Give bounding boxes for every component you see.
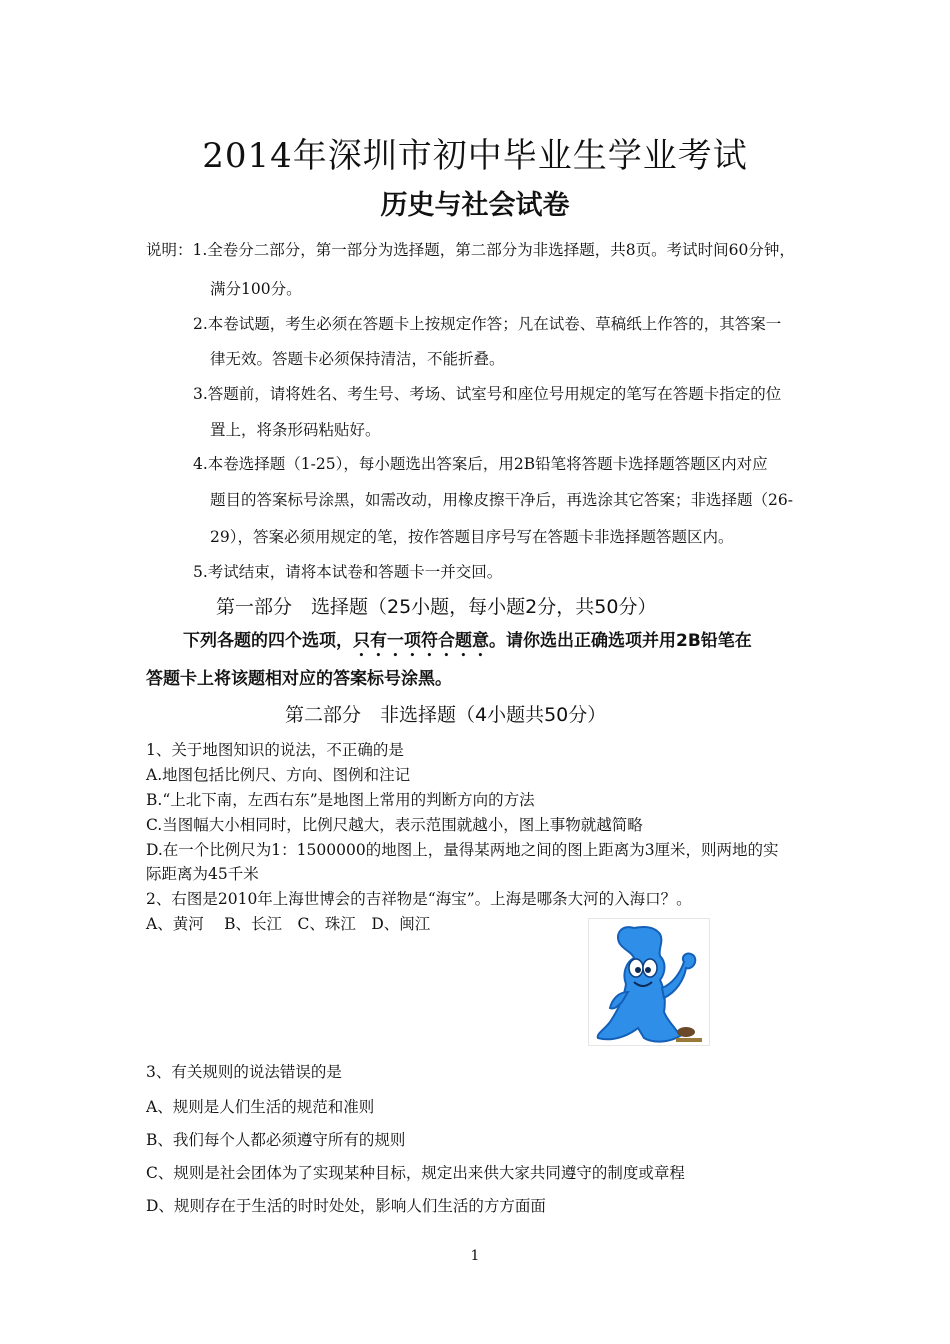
page-subtitle: 历史与社会试卷 [380, 190, 570, 221]
note-1-line-2: 满分100分。 [210, 280, 302, 298]
note-3-line-2: 置上，将条形码粘贴好。 [210, 421, 381, 439]
note-2-line-2: 律无效。答题卡必须保持清洁，不能折叠。 [210, 350, 505, 368]
instruction-text-b: 。请你选出正确选项并用2B铅笔在 [489, 631, 752, 651]
part-one-heading: 第一部分 选择题（25小题，每小题2分，共50分） [216, 596, 657, 618]
question-2-stem: 2、右图是2010年上海世博会的吉祥物是“海宝”。上海是哪条大河的入海口？。 [146, 890, 692, 908]
note-1-line-1: 说明：1.全卷分二部分，第一部分为选择题，第二部分为非选择题，共8页。考试时间60分钟， [146, 241, 795, 259]
question-3-option-d: D、规则存在于生活的时时处处，影响人们生活的方方面面 [146, 1197, 546, 1215]
note-4-line-2: 题目的答案标号涂黑，如需改动，用橡皮擦干净后，再选涂其它答案；非选择题（26- [210, 491, 793, 509]
part-two-heading: 第二部分 非选择题（4小题共50分） [285, 704, 607, 726]
haibao-mascot-icon [588, 918, 710, 1046]
question-1-option-a: A.地图包括比例尺、方向、图例和注记 [146, 766, 411, 784]
part-one-instruction-line-2: 答题卡上将该题相对应的答案标号涂黑。 [146, 669, 452, 689]
question-2-options: A、黄河 B、长江 C、珠江 D、闽江 [146, 915, 431, 933]
question-3-option-a: A、规则是人们生活的规范和准则 [146, 1098, 375, 1116]
question-3-option-c: C、规则是社会团体为了实现某种目标，规定出来供大家共同遵守的制度或章程 [146, 1164, 685, 1182]
note-2-line-1: 2.本卷试题，考生必须在答题卡上按规定作答；凡在试卷、草稿纸上作答的，其答案一 [193, 315, 782, 333]
note-3-line-1: 3.答题前，请将姓名、考生号、考场、试室号和座位号用规定的笔写在答题卡指定的位 [193, 385, 782, 403]
question-1-option-d-line-2: 际距离为45千米 [146, 865, 259, 883]
question-1-option-c: C.当图幅大小相同时，比例尺越大，表示范围就越小，图上事物就越简略 [146, 816, 643, 834]
page-title: 2014年深圳市初中毕业生学业考试 [202, 136, 748, 176]
question-1-option-d-line-1: D.在一个比例尺为1：1500000的地图上，量得某两地之间的图上距离为3厘米，则两地的实 [146, 841, 779, 859]
part-one-instruction-line-1 [183, 626, 752, 661]
note-4-line-1: 4.本卷选择题（1-25），每小题选出答案后，用2B铅笔将答题卡选择题答题区内对应 [193, 455, 768, 473]
question-1-option-b: B.“上北下南，左西右东”是地图上常用的判断方向的方法 [146, 791, 535, 809]
instruction-text-a: 下列各题的四个选项， [183, 631, 353, 651]
question-3-option-b: B、我们每个人都必须遵守所有的规则 [146, 1131, 406, 1149]
question-3-stem: 3、有关规则的说法错误的是 [146, 1063, 342, 1081]
question-1-stem: 1、关于地图知识的说法，不正确的是 [146, 741, 404, 759]
page-number: 1 [470, 1248, 480, 1264]
note-4-line-3: 29），答案必须用规定的笔，按作答题目序号写在答题卡非选择题答题区内。 [210, 528, 734, 546]
instruction-emphasis: 只有一项符合题意 [353, 631, 489, 651]
note-5-line-1: 5.考试结束，请将本试卷和答题卡一并交回。 [193, 563, 503, 581]
